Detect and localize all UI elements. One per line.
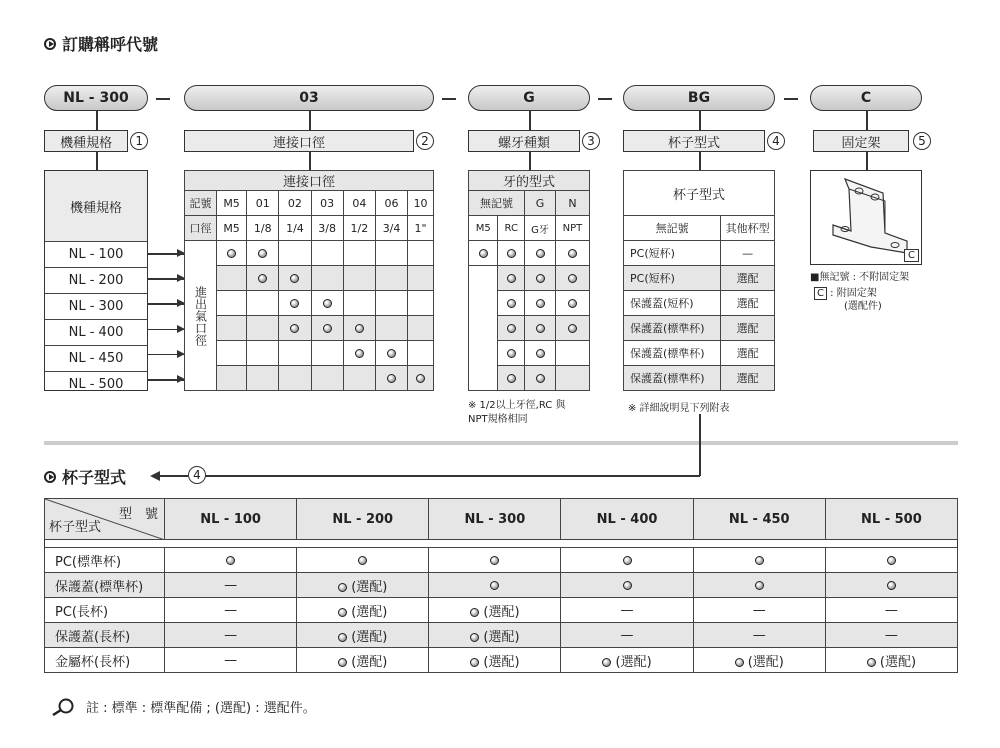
cup-model-cell — [561, 548, 693, 573]
port-cell — [217, 266, 247, 291]
port-cell — [311, 316, 343, 341]
dot-icon — [536, 299, 545, 308]
cup-row-name: 保護蓋(標準杯) — [624, 316, 721, 341]
dot-icon — [355, 324, 364, 333]
optional-label: (選配) — [479, 654, 520, 670]
dot-icon — [755, 581, 764, 590]
optional-label: (選配) — [875, 654, 917, 670]
model-header: NL - 500 — [825, 499, 957, 540]
cup-type-name: 保護蓋(長杯) — [45, 623, 165, 648]
cup-model-cell: — — [825, 598, 957, 623]
section-divider — [44, 441, 958, 445]
dot-icon — [470, 608, 479, 617]
arrow-icon — [148, 354, 184, 356]
port-cell — [408, 291, 434, 316]
cup-row-option: 選配 — [721, 316, 775, 341]
optional-label: (選配) — [611, 654, 652, 670]
dot-icon — [358, 556, 367, 565]
code-pill-port: 03 — [184, 85, 434, 111]
optional-label: (選配) — [347, 654, 388, 670]
thread-cell — [469, 241, 498, 266]
cup-type-name: 保護蓋(標準杯) — [45, 573, 165, 598]
model-header: NL - 200 — [297, 499, 429, 540]
arrow-icon — [148, 303, 184, 305]
port-size: 1/4 — [279, 216, 311, 241]
port-table: 連接口徑 記號 M5 01 02 03 04 06 10 口徑 M5 1/8 1/4 3/8 1/2 3/4 1" 進出氣口徑 — [184, 170, 434, 391]
port-cell — [375, 341, 407, 366]
dot-icon — [355, 349, 364, 358]
cup-model-cell — [429, 548, 561, 573]
cup-model-cell: — — [825, 623, 957, 648]
port-code: M5 — [217, 191, 247, 216]
port-cell — [375, 316, 407, 341]
bracket-note-2: C : 附固定架 — [814, 284, 877, 299]
dot-icon — [479, 249, 488, 258]
port-cell — [311, 266, 343, 291]
port-cell — [375, 241, 407, 266]
thread-cell — [498, 366, 525, 391]
index-2-icon: 2 — [416, 132, 434, 150]
dash-separator — [156, 98, 170, 100]
cup-model-cell: — — [693, 598, 825, 623]
arrow-icon — [148, 253, 184, 255]
port-cell — [217, 316, 247, 341]
dash-separator — [442, 98, 456, 100]
dot-icon — [507, 299, 516, 308]
model-box — [44, 170, 148, 391]
port-cell — [408, 341, 434, 366]
cup-type-name: 金屬杯(長杯) — [45, 648, 165, 673]
port-cell — [408, 366, 434, 391]
model-box-title: 機種規格 — [45, 171, 147, 242]
model-header: NL - 300 — [429, 499, 561, 540]
port-cell — [343, 241, 375, 266]
cup-type-name: PC(長杯) — [45, 598, 165, 623]
cup-model-cell — [297, 548, 429, 573]
port-code: 02 — [279, 191, 311, 216]
port-cell — [279, 316, 311, 341]
dot-icon — [536, 274, 545, 283]
dot-icon — [568, 324, 577, 333]
model-item: NL - 500 — [45, 371, 147, 397]
port-cell — [408, 241, 434, 266]
thread-cell — [498, 341, 525, 366]
dot-icon — [568, 249, 577, 258]
port-table-title: 連接口徑 — [185, 171, 434, 191]
label-bracket: 固定架 5 — [810, 130, 934, 152]
port-code: 10 — [408, 191, 434, 216]
order-code-title: 訂購稱呼代號 — [62, 35, 159, 54]
cup-model-cell — [297, 598, 429, 623]
dot-icon — [490, 556, 499, 565]
cup-model-table — [44, 498, 958, 673]
cup-row-name: 保護蓋(短杯) — [624, 291, 721, 316]
cup-model-cell — [429, 573, 561, 598]
thread-cell — [555, 241, 589, 266]
cup-model-cell — [825, 548, 957, 573]
cup-table-title: 杯子型式 — [624, 171, 775, 216]
cup-row-name: PC(短杯) — [624, 241, 721, 266]
port-cell — [247, 341, 279, 366]
dot-icon — [338, 658, 347, 667]
model-item: NL - 100 — [68, 247, 124, 262]
port-cell — [343, 316, 375, 341]
bracket-tag: C — [904, 249, 919, 262]
port-code: 06 — [375, 191, 407, 216]
port-cell — [311, 341, 343, 366]
cup-model-cell — [429, 648, 561, 673]
bracket-note-3: (選配件) — [844, 301, 882, 312]
code-pill-bracket: C — [810, 85, 922, 111]
dot-icon — [387, 349, 396, 358]
cup-model-cell — [693, 548, 825, 573]
arrow-icon — [148, 278, 184, 280]
thread-blank-cell — [469, 266, 498, 391]
port-cell — [343, 341, 375, 366]
model-item: NL - 450 — [45, 345, 147, 371]
cup-row-option: 選配 — [721, 291, 775, 316]
cup-model-row — [45, 648, 958, 673]
dot-icon — [490, 581, 499, 590]
arrow-bullet-icon — [44, 471, 56, 483]
dot-icon — [290, 274, 299, 283]
cup-model-cell: — — [165, 623, 297, 648]
cup-model-cell — [429, 598, 561, 623]
port-code: 01 — [247, 191, 279, 216]
dot-icon — [568, 274, 577, 283]
thread-cell — [525, 366, 556, 391]
dash-separator — [784, 98, 798, 100]
cup-row-name: 保護蓋(標準杯) — [624, 341, 721, 366]
thread-table: 牙的型式 無記號 G N M5 RC G牙 NPT — [468, 170, 590, 391]
port-cell — [217, 366, 247, 391]
port-cell — [375, 291, 407, 316]
cup-model-cell — [165, 548, 297, 573]
cup-model-cell — [297, 573, 429, 598]
port-cell — [343, 291, 375, 316]
cup-model-cell — [825, 573, 957, 598]
port-cell — [343, 366, 375, 391]
label-cup: 杯子型式 4 — [623, 130, 785, 152]
port-code: 04 — [343, 191, 375, 216]
model-item: NL - 400 — [45, 319, 147, 345]
cup-note: ※ 詳細說明見下列附表 — [628, 403, 730, 414]
port-cell — [217, 291, 247, 316]
code-pill-cup: BG — [623, 85, 775, 111]
port-size: 1" — [408, 216, 434, 241]
thread-note: ※ 1/2以上牙徑,RC 與NPT規格相同 — [468, 400, 566, 425]
cup-model-cell — [561, 648, 693, 673]
model-header: NL - 100 — [165, 499, 297, 540]
code-pill-thread: G — [468, 85, 590, 111]
port-cell — [217, 241, 247, 266]
port-cell — [217, 341, 247, 366]
dot-icon — [536, 249, 545, 258]
model-header: NL - 450 — [693, 499, 825, 540]
port-size: 1/8 — [247, 216, 279, 241]
thread-cell — [498, 291, 525, 316]
port-cell — [247, 366, 279, 391]
model-header: NL - 400 — [561, 499, 693, 540]
cup-model-cell: — — [693, 623, 825, 648]
index-5-icon: 5 — [913, 132, 931, 150]
cup-model-cell: — — [165, 573, 297, 598]
model-item: NL - 300 — [45, 293, 147, 319]
cup-model-row — [45, 598, 958, 623]
dot-icon — [416, 374, 425, 383]
port-cell — [279, 266, 311, 291]
dot-icon — [338, 583, 347, 592]
optional-label: (選配) — [479, 629, 520, 645]
port-cell — [279, 366, 311, 391]
cup-model-cell — [693, 573, 825, 598]
code-pill-model: NL - 300 — [44, 85, 148, 111]
optional-label: (選配) — [479, 604, 520, 620]
corner-cell: 型 號 杯子型式 — [45, 499, 165, 540]
port-cell — [247, 266, 279, 291]
dot-icon — [258, 249, 267, 258]
port-cell — [279, 241, 311, 266]
dot-icon — [755, 556, 764, 565]
index-3-icon: 3 — [582, 132, 600, 150]
port-cell — [311, 366, 343, 391]
arrow-icon — [148, 379, 184, 381]
optional-label: (選配) — [347, 629, 388, 645]
thread-cell — [525, 291, 556, 316]
thread-cell — [498, 241, 525, 266]
dot-icon — [568, 299, 577, 308]
thread-cell — [498, 316, 525, 341]
optional-label: (選配) — [347, 579, 388, 595]
cup-row-option: — — [721, 241, 775, 266]
bracket-image-box — [810, 170, 922, 265]
thread-cell — [525, 316, 556, 341]
footnote — [50, 697, 316, 716]
arrow-icon — [148, 329, 184, 331]
cup-model-cell: — — [165, 648, 297, 673]
thread-cell — [555, 316, 589, 341]
cup-model-cell — [297, 648, 429, 673]
label-model: 機種規格 1 — [44, 130, 148, 152]
port-cell — [408, 316, 434, 341]
dot-icon — [536, 374, 545, 383]
port-cell — [279, 341, 311, 366]
dot-icon — [470, 633, 479, 642]
cup-model-cell — [561, 573, 693, 598]
port-code: 03 — [311, 191, 343, 216]
dot-icon — [623, 556, 632, 565]
dot-icon — [507, 324, 516, 333]
dot-icon — [623, 581, 632, 590]
bracket-note-1: ■無記號 : 不附固定架 — [810, 272, 910, 283]
cup-model-cell — [297, 623, 429, 648]
port-cell — [375, 266, 407, 291]
dot-icon — [226, 556, 235, 565]
cup-model-row — [45, 548, 958, 573]
cup-model-cell: — — [165, 598, 297, 623]
port-side-label: 進出氣口徑 — [185, 241, 217, 391]
dot-icon — [887, 556, 896, 565]
cup-model-cell: — — [561, 623, 693, 648]
dot-icon — [887, 581, 896, 590]
dot-icon — [338, 608, 347, 617]
order-code-header — [44, 32, 158, 55]
thread-cell — [555, 291, 589, 316]
cup-section-header — [44, 465, 130, 488]
cup-row-name: 保護蓋(標準杯) — [624, 366, 721, 391]
thread-cell — [555, 341, 589, 366]
cup-model-cell — [429, 623, 561, 648]
dot-icon — [536, 349, 545, 358]
dot-icon — [536, 324, 545, 333]
port-cell — [311, 241, 343, 266]
dash-separator — [598, 98, 612, 100]
cup-row-option: 選配 — [721, 341, 775, 366]
dot-icon — [323, 324, 332, 333]
cup-model-cell: — — [561, 598, 693, 623]
dot-icon — [338, 633, 347, 642]
port-cell — [375, 366, 407, 391]
optional-label: (選配) — [743, 654, 784, 670]
port-cell — [247, 316, 279, 341]
cup-model-cell — [693, 648, 825, 673]
port-cell — [247, 241, 279, 266]
dot-icon — [227, 249, 236, 258]
cup-model-cell — [825, 648, 957, 673]
dot-icon — [470, 658, 479, 667]
dot-icon — [507, 274, 516, 283]
label-thread: 螺牙種類 3 — [468, 130, 600, 152]
dot-icon — [507, 374, 516, 383]
dot-icon — [290, 299, 299, 308]
port-cell — [343, 266, 375, 291]
thread-cell — [498, 266, 525, 291]
port-cell — [408, 266, 434, 291]
optional-label: (選配) — [347, 604, 388, 620]
cup-row-name: PC(短杯) — [624, 266, 721, 291]
dot-icon — [735, 658, 744, 667]
cup-type-name: PC(標準杯) — [45, 548, 165, 573]
cup-row-option: 選配 — [721, 266, 775, 291]
dot-icon — [507, 349, 516, 358]
index-4-icon: 4 — [767, 132, 785, 150]
dot-icon — [258, 274, 267, 283]
thread-cell — [525, 266, 556, 291]
port-cell — [311, 291, 343, 316]
index-4-icon: 4 — [188, 466, 206, 484]
port-size: 1/2 — [343, 216, 375, 241]
port-cell — [247, 291, 279, 316]
arrow-bullet-icon — [44, 38, 56, 50]
port-size: M5 — [217, 216, 247, 241]
thread-table-title: 牙的型式 — [469, 171, 590, 191]
dot-icon — [387, 374, 396, 383]
dot-icon — [290, 324, 299, 333]
model-item: NL - 200 — [45, 267, 147, 293]
cup-section-title: 杯子型式 — [62, 468, 127, 487]
port-size: 3/4 — [375, 216, 407, 241]
thread-cell — [555, 366, 589, 391]
dot-icon — [507, 249, 516, 258]
cup-type-table: 杯子型式 無記號 其他杯型 PC(短杯) — PC(短杯) 選配 保護蓋(短杯) 選配 保護蓋(標準杯) 選配 保護蓋(標準杯) 選配 保護蓋(標準杯) 選配 — [623, 170, 775, 391]
port-cell — [279, 291, 311, 316]
magnifier-icon — [50, 698, 76, 716]
cup-model-row — [45, 623, 958, 648]
thread-cell — [525, 341, 556, 366]
index-1-icon: 1 — [130, 132, 148, 150]
thread-cell — [555, 266, 589, 291]
dot-icon — [867, 658, 876, 667]
thread-cell — [525, 241, 556, 266]
label-port: 連接口徑 2 — [184, 130, 434, 152]
dot-icon — [323, 299, 332, 308]
footnote-text: 註 : 標準 : 標準配備 ; (選配) : 選配件。 — [86, 701, 316, 716]
cup-model-row — [45, 573, 958, 598]
port-size: 3/8 — [311, 216, 343, 241]
cup-row-option: 選配 — [721, 366, 775, 391]
